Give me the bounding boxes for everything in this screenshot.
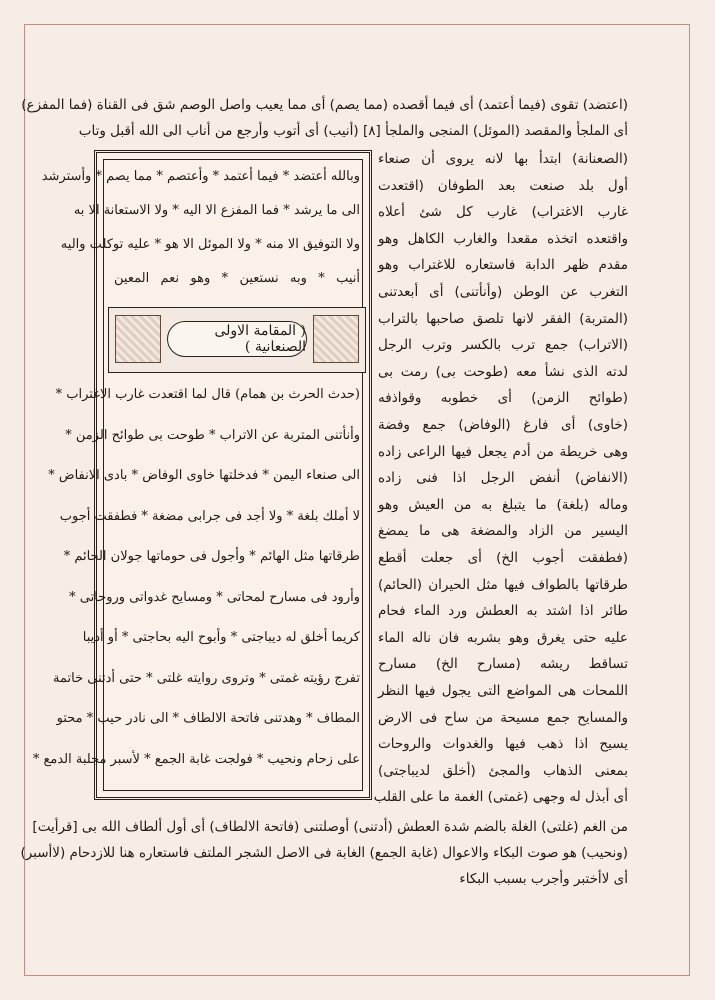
ornament-panel-icon bbox=[313, 315, 359, 363]
side-commentary-line: والمسايح جمع مسيحة من ساح فى الارض bbox=[378, 709, 628, 726]
poem-line: وأرود فى مسارح لمحاتى * ومسايح غدواتى وروحاتى * bbox=[69, 589, 360, 605]
side-commentary-line: تساقط ريشه (مسارح الخ) مسارح bbox=[378, 656, 628, 673]
poem-line: المطاف * وهدتنى فاتحة الالطاف * الى نادر حيب * محتو bbox=[56, 711, 360, 726]
side-commentary-line: طائر اذا اشتد به العطش ورد الماء فحام bbox=[378, 603, 628, 620]
side-commentary-line: اللمحات هى المواضع التى يجول فيها النظر bbox=[378, 683, 628, 699]
commentary-line: من الغم (غلتى) الغلة بالضم شدة العطش (أدتنى) أوصلتنى (فاتحة الالطاف) أى أول ألطاف الله بى [قرأيت] bbox=[32, 819, 628, 835]
side-commentary-line: (المتربة) الفقر لانها تلصق صاحبها بالتراب bbox=[378, 310, 628, 327]
poem-line: ولا التوفيق الا منه * ولا الموئل الا هو * عليه توكلت واليه bbox=[60, 237, 360, 252]
poem-line: تفرج رؤيته غمتى * وتروى روايته غلتى * حتى أدتنى خاتمة bbox=[53, 670, 360, 686]
poem-inner-border bbox=[32, 159, 363, 791]
chapter-title: ( المقامة الاولى الصنعانية ) bbox=[167, 321, 307, 357]
commentary-line: أى لاأختبر وأجرب بسبب البكاء bbox=[459, 871, 628, 887]
side-commentary-line: (خاوى) أى فارغ (الوفاض) جمع وفضة bbox=[378, 417, 628, 433]
side-commentary-line: (الانفاض) أنفض الرجل اذا فنى زاده bbox=[378, 470, 628, 487]
side-commentary-line: واقتعده اتخذه مقعدا والغارب الكاهل وهو bbox=[378, 230, 628, 247]
commentary-line: (ونحيب) هو صوت البكاء والاعوال (غابة الجمع) الغابة فى الاصل الشجر الملتف فاستعاره هنا للازدحام (لاأسبر) bbox=[20, 845, 628, 861]
side-commentary-line: وماله (بلغة) ما يتبلغ به من العيش وهو bbox=[378, 496, 628, 513]
poem-line: الى ما يرشد * فما المفزع الا اليه * ولا الاستعانة الا به bbox=[73, 203, 360, 218]
poem-frame bbox=[32, 150, 372, 800]
side-commentary-line: بمعنى الذهاب والمجئ (أخلق لديباجتى) bbox=[378, 762, 628, 779]
side-commentary-line: مقدم ظهر الدابة فاستعاره للاغتراب وهو bbox=[378, 257, 628, 274]
chapter-title-band bbox=[108, 307, 366, 373]
commentary-line: أى الملجأ والمقصد (الموئل) المنجى والملجأ [٨] (أنيب) أى أتوب وأرجع من أناب الى الله أقبل وتاب bbox=[78, 123, 628, 139]
poem-line: (حدث الحرث بن همام) قال لما اقتعدت غارب الاغتراب * bbox=[55, 387, 360, 402]
side-commentary-line: اليسير من الزاد والمضغة هى ما يمضغ bbox=[378, 523, 628, 540]
side-commentary-line: عليه حتى يغرق وهو بشربه فان ناله الماء bbox=[378, 629, 628, 646]
side-commentary-line: (فطفقت أجوب الخ) أى جعلت أقطع bbox=[378, 550, 628, 566]
poem-line: على زحام ونحيب * فولجت غابة الجمع * لأسبر مجلبة الدمع * bbox=[32, 751, 360, 767]
side-commentary-line: طرقاتها بالطواف فيها مثل الحيران (الحائم) bbox=[378, 576, 628, 593]
commentary-line: (اعتضد) تقوى (فيما أعتمد) أى فيما أقصده (مما يصم) أى مما يعيب واصل الوصم شق فى القناة (فما المفزع) bbox=[21, 97, 628, 113]
side-commentary-line: (طوائح الزمن) أى خطوبه وقواذفه bbox=[378, 390, 628, 407]
side-commentary-line: أى أبذل له وجهى (غمتى) الغمة ما على القلب bbox=[373, 789, 628, 806]
ornament-panel-icon bbox=[115, 315, 161, 363]
poem-line: وأنأتنى المتربة عن الاتراب * طوحت بى طوائح الزمن * bbox=[65, 427, 360, 443]
side-commentary-line: (الصعنانة) ابتدأ بها لانه يروى أن صنعاء bbox=[378, 151, 628, 167]
poem-line: لا أملك بلغة * ولا أجد فى جرابى مضغة * فطفقت أجوب bbox=[59, 508, 360, 524]
side-commentary-line: التغرب عن الوطن (وأنأتنى) أى أبعدتنى bbox=[378, 284, 628, 300]
side-commentary-line: (الاتراب) جمع ترب بالكسر وترب الرجل bbox=[378, 337, 628, 354]
side-commentary-line: وهى خريطة من أدم يجعل فيها الراعى زاده bbox=[378, 443, 628, 460]
side-commentary-line: لدته الذى نشأ معه (طوحت بى) رمت بى bbox=[378, 363, 628, 380]
side-commentary-line: غارب الاغتراب) غارب كل شئ أعلاه bbox=[378, 204, 628, 221]
side-commentary-line: أول بلد صنعت بعد الطوفان (اقتعدت bbox=[378, 177, 628, 194]
side-commentary-line: يسيح اذا ذهب فيها والغدوات والروحات bbox=[378, 736, 628, 753]
poem-line: كريما أخلق له ديباجتى * وأبوح اليه بحاجتى * أو أديبا bbox=[82, 630, 360, 645]
poem-line: الى صنعاء اليمن * فدخلتها خاوى الوفاض * بادى الانفاض * bbox=[48, 468, 360, 483]
poem-line: أنيب * وبه نستعين * وهو نعم المعين bbox=[114, 271, 360, 286]
poem-line: طرقاتها مثل الهائم * وأجول فى حوماتها جولان الحائم * bbox=[63, 549, 360, 564]
poem-line: وبالله أعتضد * فيما أعتمد * وأعتصم * مما يصم * وأسترشد bbox=[41, 169, 360, 184]
